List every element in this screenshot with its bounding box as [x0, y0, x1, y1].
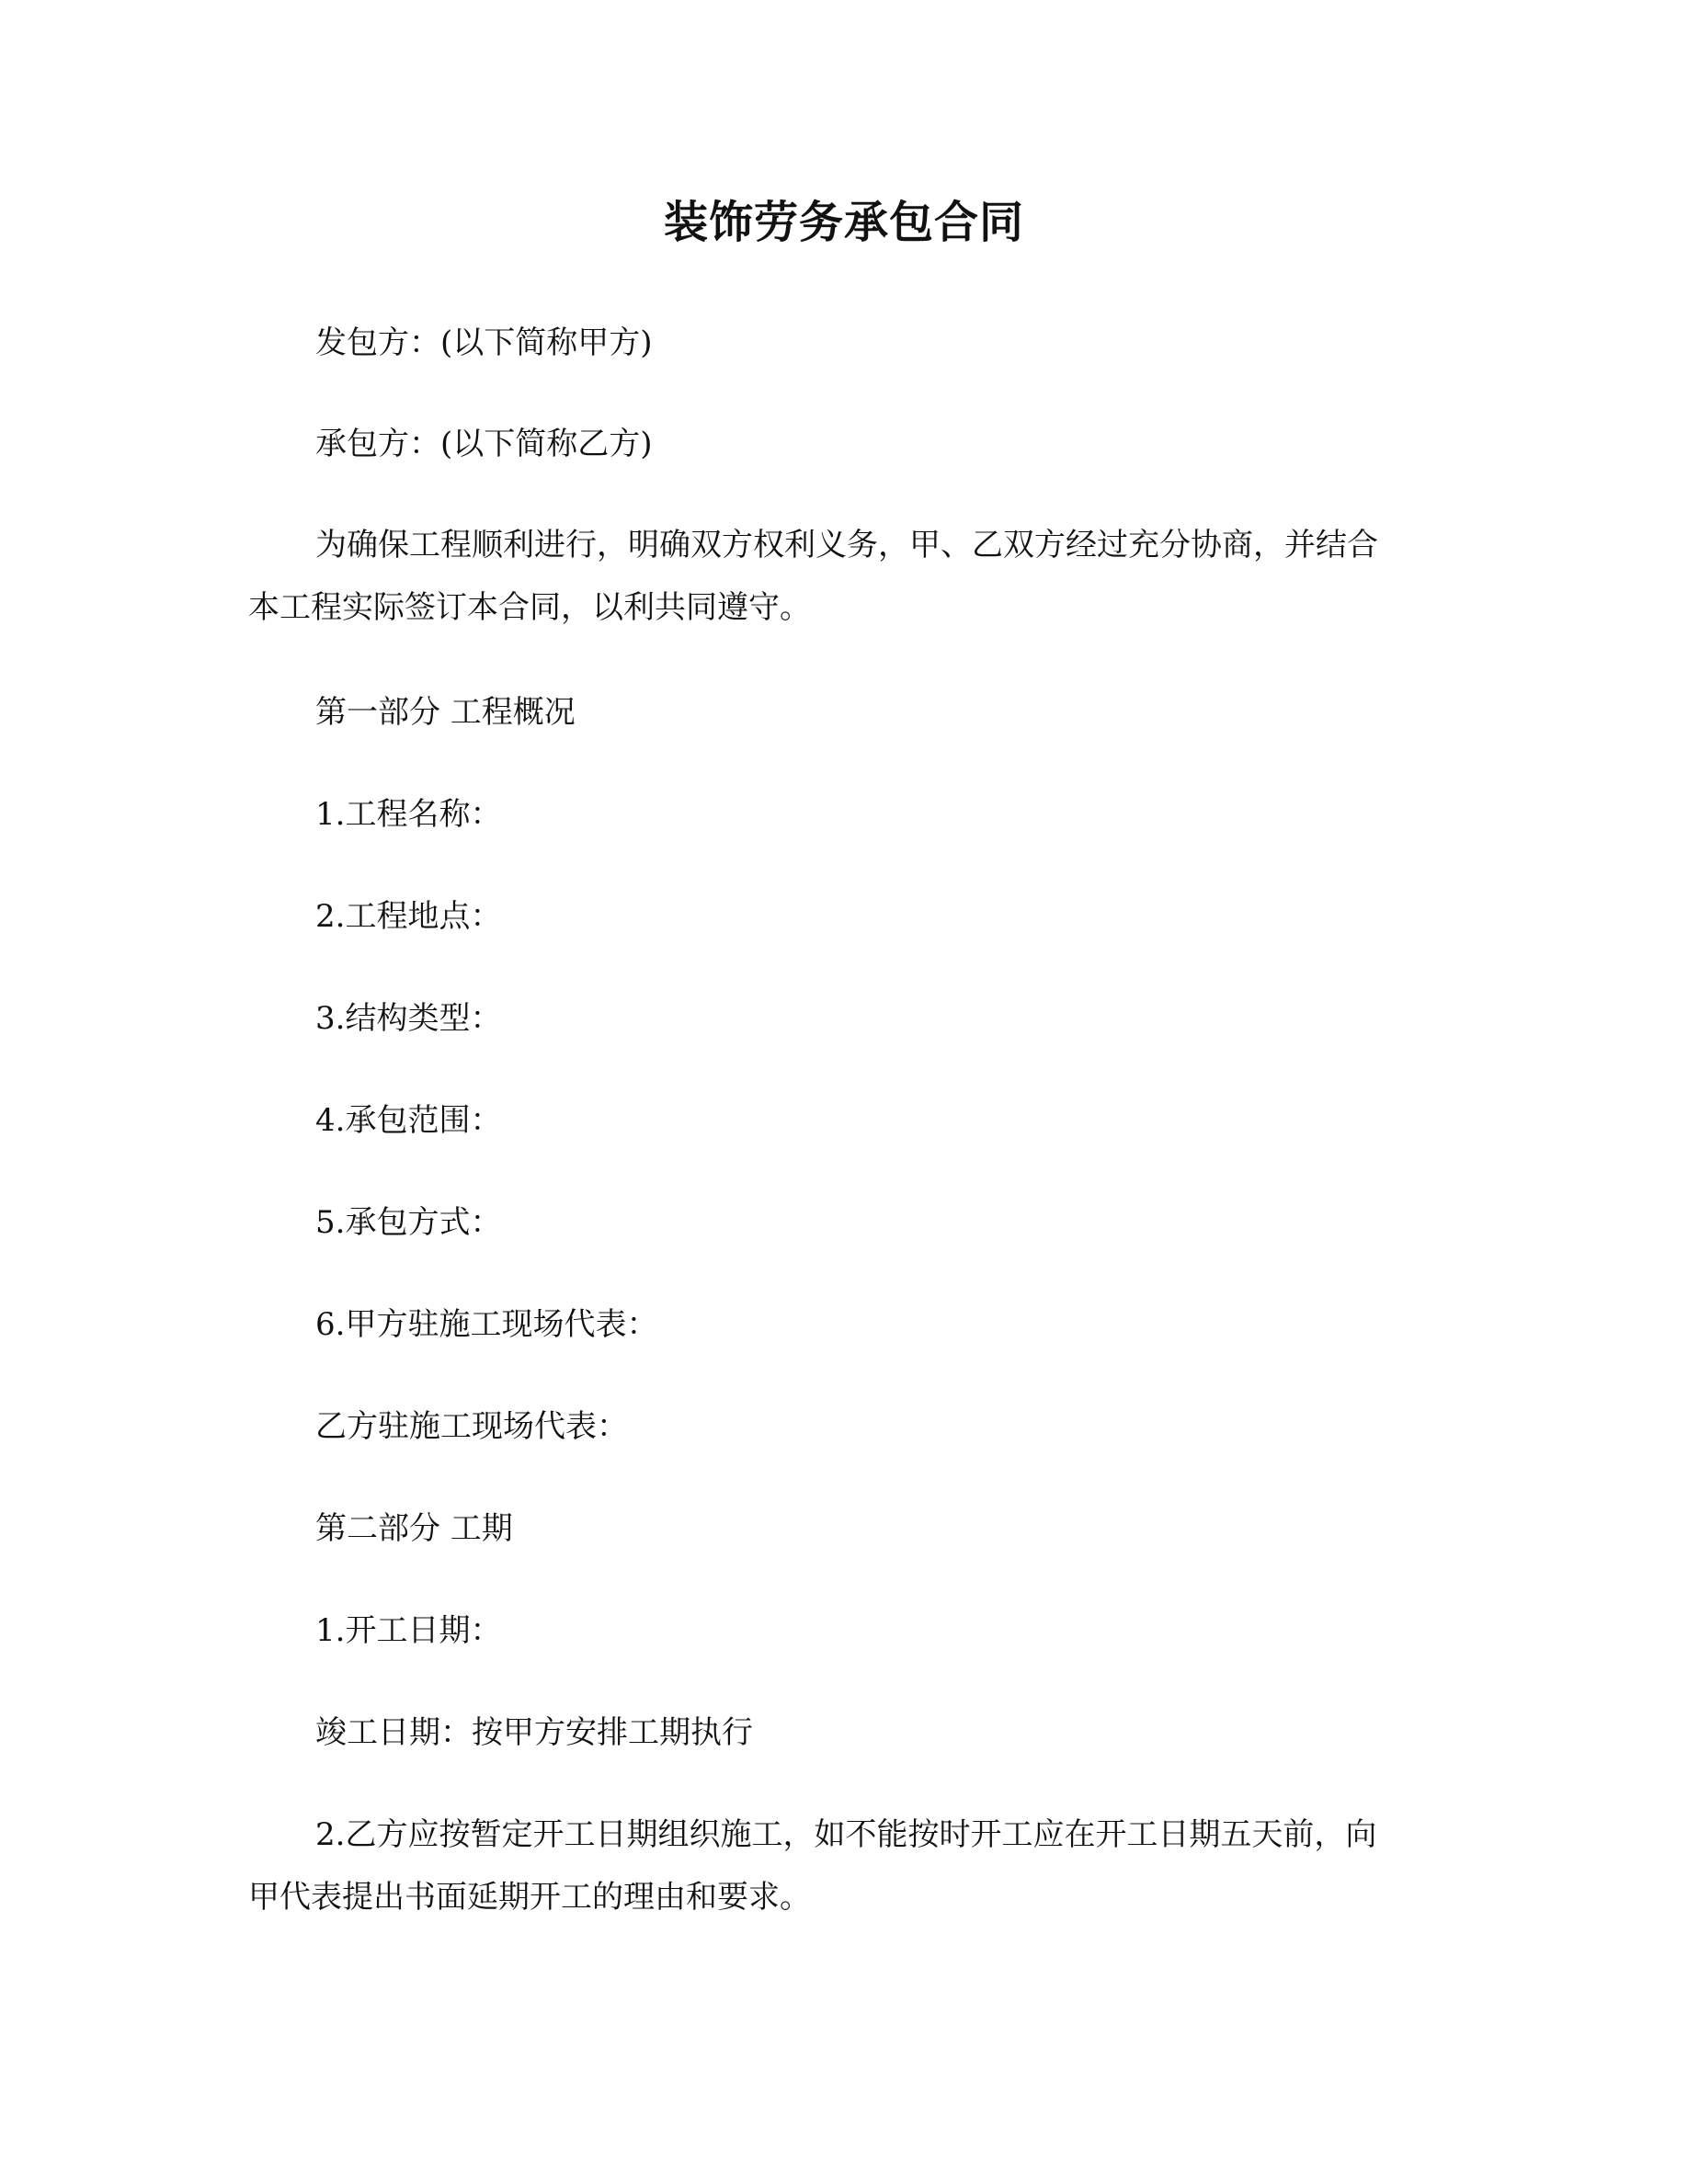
- part2-heading: 第二部分 工期: [315, 1510, 513, 1547]
- part2-clause-2-line-1: 2.乙方应按暂定开工日期组织施工，如不能按时开工应在开工日期五天前，向: [315, 1816, 1377, 1853]
- part1-item-project-name: 1.工程名称：: [315, 796, 502, 833]
- part1-item-contract-method: 5.承包方式：: [315, 1204, 502, 1241]
- part1-item-party-b-rep: 乙方驻施工现场代表：: [315, 1408, 628, 1445]
- part1-item-structure-type: 3.结构类型：: [315, 1000, 502, 1037]
- party-a-line: 发包方：(以下简称甲方): [315, 324, 653, 361]
- intro-paragraph: [248, 514, 1443, 639]
- part1-item-party-a-rep: 6.甲方驻施工现场代表：: [315, 1306, 658, 1343]
- part2-clause-2: [248, 1803, 1443, 1928]
- part2-item-completion-date: 竣工日期：按甲方安排工期执行: [315, 1714, 753, 1751]
- part1-item-contract-scope: 4.承包范围：: [315, 1102, 502, 1139]
- document-title: 装饰劳务承包合同: [663, 197, 1024, 248]
- party-b-line: 承包方：(以下简称乙方): [315, 426, 653, 462]
- part1-heading: 第一部分 工程概况: [315, 694, 576, 731]
- part1-item-project-location: 2.工程地点：: [315, 898, 502, 935]
- intro-line-1: 为确保工程顺利进行，明确双方权利义务，甲、乙双方经过充分协商，并结合: [315, 527, 1378, 563]
- part2-clause-2-line-2: 甲代表提出书面延期开工的理由和要求。: [248, 1879, 811, 1916]
- intro-line-2: 本工程实际签订本合同，以利共同遵守。: [248, 589, 811, 626]
- part2-item-start-date: 1.开工日期：: [315, 1612, 502, 1649]
